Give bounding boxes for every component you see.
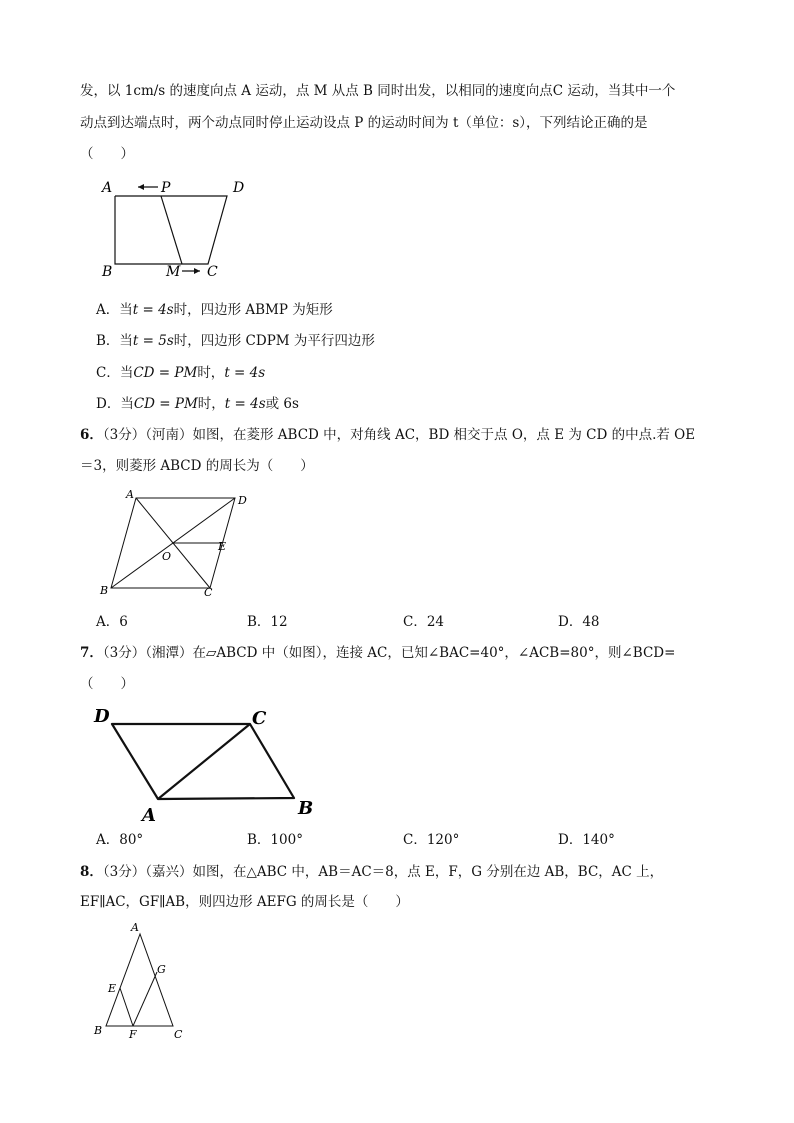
q7-option-b[interactable]: B．100° — [247, 832, 303, 848]
q5-stem-line1: 发，以 1cm/s 的速度向点 A 运动，点 M 从点 B 同时出发，以相同的速度向点C 运动，当其中一个 — [80, 83, 676, 99]
q7-figure-parallelogram — [88, 700, 328, 828]
q6-stem-line2: ＝3，则菱形 ABCD 的周长为（ ） — [80, 458, 314, 474]
q7-label-a: A — [142, 805, 156, 826]
q5-option-d[interactable]: D．当CD = PM时，t = 4s或 6s — [96, 396, 299, 412]
q5-label-d: D — [233, 180, 245, 196]
q5-label-a: A — [102, 180, 113, 196]
q6-option-c[interactable]: C．24 — [403, 614, 445, 630]
q6-label-c: C — [204, 586, 213, 599]
q6-stem-line1: 6．（3分）（河南）如图，在菱形 ABCD 中，对角线 AC，BD 相交于点 O，点 E 为 CD 的中点.若 OE — [80, 427, 696, 443]
q6-label-b: B — [100, 584, 109, 597]
q7-stem-line1: 7．（3分）（湘潭）在▱ABCD 中（如图），连接 AC，已知∠BAC=40°，∠ACB=80°，则∠BCD= — [80, 645, 676, 661]
q8-label-g: G — [157, 963, 166, 976]
q8-label-f: F — [129, 1028, 137, 1041]
q7-option-d[interactable]: D．140° — [558, 832, 615, 848]
q6-option-a[interactable]: A．6 — [96, 614, 128, 630]
q6-label-o: O — [162, 550, 172, 563]
q7-label-d: D — [94, 706, 110, 727]
q5-option-c[interactable]: C．当CD = PM时，t = 4s — [96, 365, 266, 381]
q5-label-p: P — [161, 180, 171, 196]
q5-option-b[interactable]: B．当t = 5s时，四边形 CDPM 为平行四边形 — [96, 333, 375, 349]
q7-label-b: B — [298, 798, 314, 819]
q8-stem-line2: EF∥AC，GF∥AB，则四边形 AEFG 的周长是（ ） — [80, 894, 409, 910]
q6-option-d[interactable]: D．48 — [558, 614, 600, 630]
q6-option-b[interactable]: B．12 — [247, 614, 288, 630]
q7-stem-line2: （ ） — [80, 676, 134, 692]
q5-answer-blank: （ ） — [80, 146, 134, 162]
q8-label-e: E — [108, 982, 117, 995]
q6-label-e: E — [218, 540, 227, 553]
q6-label-a: A — [126, 488, 134, 501]
q8-label-b: B — [94, 1024, 103, 1037]
q5-stem-line2: 动点到达端点时，两个动点同时停止运动设点 P 的运动时间为 t（单位：s），下列结论正确的是 — [80, 115, 648, 131]
q7-option-c[interactable]: C．120° — [403, 832, 460, 848]
q8-stem-line1: 8．（3分）（嘉兴）如图，在△ABC 中，AB＝AC＝8，点 E，F，G 分别在边 AB，BC，AC 上， — [80, 864, 664, 880]
q8-figure-triangle — [88, 918, 198, 1044]
q8-label-c: C — [174, 1028, 183, 1041]
q6-label-d: D — [238, 494, 247, 507]
q5-label-m: M — [166, 264, 181, 280]
q5-option-a[interactable]: A．当t = 4s时，四边形 ABMP 为矩形 — [96, 302, 333, 318]
q5-figure-trapezoid — [96, 174, 256, 284]
q5-label-c: C — [207, 264, 218, 280]
q8-label-a: A — [131, 921, 139, 934]
q5-label-b: B — [102, 264, 113, 280]
q7-option-a[interactable]: A．80° — [96, 832, 144, 848]
q7-label-c: C — [252, 708, 267, 729]
q6-figure-rhombus — [92, 484, 262, 602]
